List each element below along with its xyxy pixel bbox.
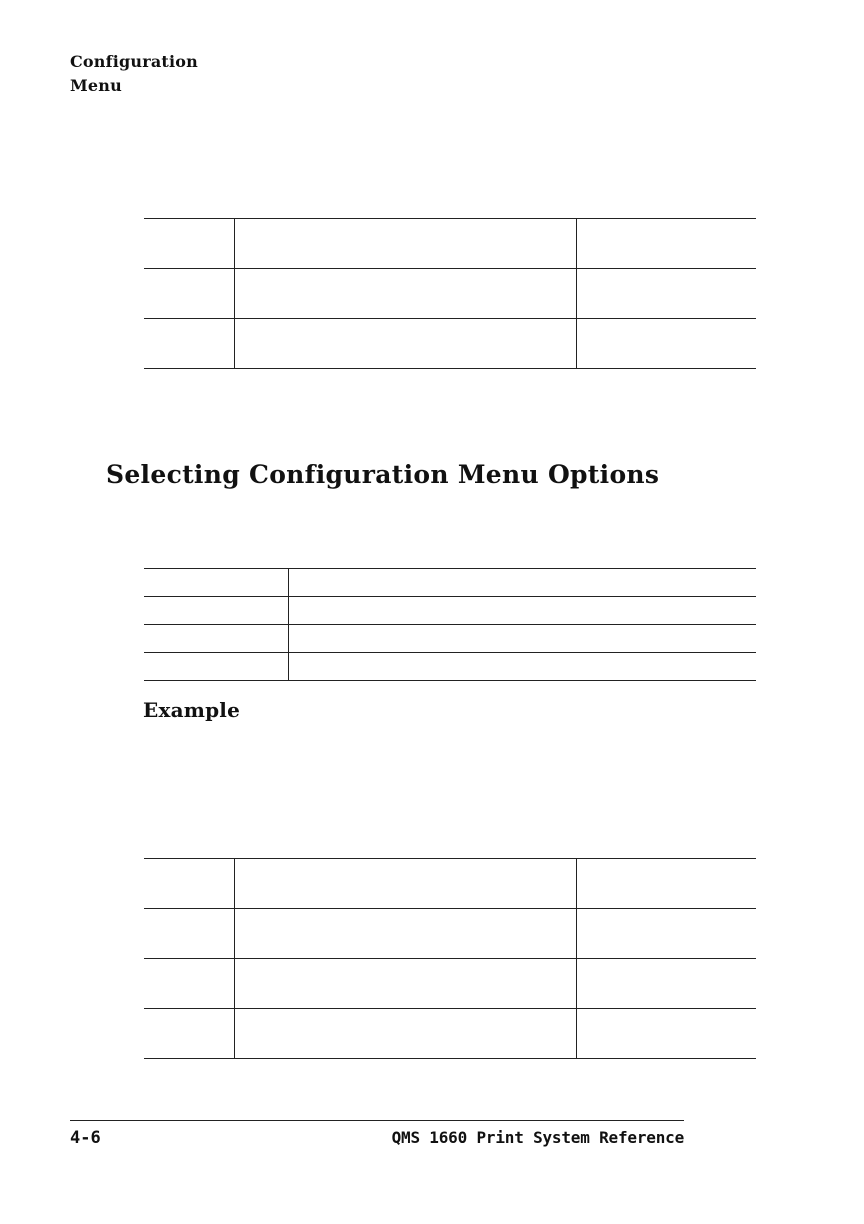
table-cell — [288, 597, 756, 625]
running-head-line-2: Menu — [70, 76, 122, 95]
table-cell — [234, 959, 576, 1009]
table-cell — [144, 625, 288, 653]
running-head — [70, 50, 198, 98]
table-1 — [144, 218, 756, 369]
table-row — [144, 909, 756, 959]
table-row — [144, 1009, 756, 1059]
table-cell — [576, 959, 756, 1009]
table-cell — [144, 1009, 234, 1059]
table-row — [144, 569, 756, 597]
table-cell — [288, 569, 756, 597]
table-row — [144, 597, 756, 625]
book-title: QMS 1660 Print System Reference — [391, 1128, 684, 1147]
table-cell — [144, 909, 234, 959]
table-cell — [576, 859, 756, 909]
table-cell — [144, 597, 288, 625]
table-cell — [144, 569, 288, 597]
table-cell — [234, 269, 576, 319]
table-cell — [576, 219, 756, 269]
table-row — [144, 219, 756, 269]
table-cell — [144, 653, 288, 681]
subsection-title: Example — [143, 698, 240, 722]
table-cell — [288, 653, 756, 681]
table-cell — [144, 269, 234, 319]
table-row — [144, 859, 756, 909]
table-cell — [576, 319, 756, 369]
table-cell — [234, 909, 576, 959]
table-cell — [234, 859, 576, 909]
table-cell — [576, 909, 756, 959]
section-title: Selecting Configuration Menu Options — [106, 460, 660, 489]
table-cell — [144, 319, 234, 369]
table-cell — [234, 319, 576, 369]
table-cell — [576, 269, 756, 319]
table-cell — [144, 959, 234, 1009]
table-cell — [234, 1009, 576, 1059]
table-row — [144, 269, 756, 319]
table-row — [144, 319, 756, 369]
footer-rule — [70, 1120, 684, 1121]
table-row — [144, 959, 756, 1009]
table-cell — [576, 1009, 756, 1059]
running-head-line-1: Configuration — [70, 52, 198, 71]
table-cell — [234, 219, 576, 269]
table-cell — [288, 625, 756, 653]
table-row — [144, 653, 756, 681]
table-2 — [144, 568, 756, 681]
table-cell — [144, 219, 234, 269]
table-row — [144, 625, 756, 653]
table-3 — [144, 858, 756, 1059]
table-cell — [144, 859, 234, 909]
page-number: 4-6 — [70, 1128, 101, 1148]
